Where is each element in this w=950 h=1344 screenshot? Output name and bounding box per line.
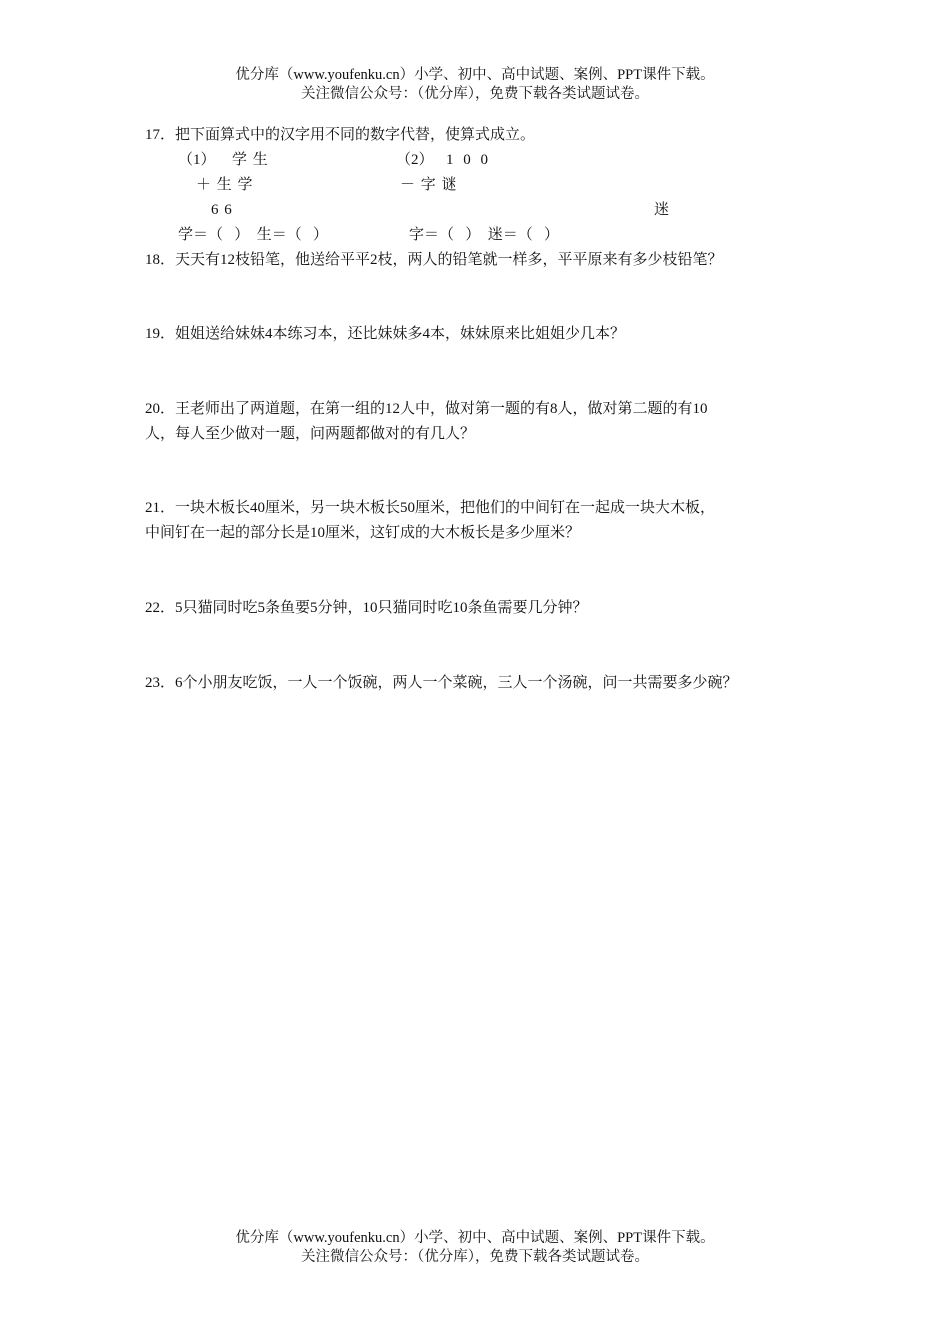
q17-part2-operation: － 字 谜 [400,177,458,193]
q17-part2-top: 1 0 0 [446,152,491,168]
footer-line-2: 关注微信公众号：（优分库），免费下载各类试题试卷。 [301,1249,649,1265]
question-21-line-1: 21．一块木板长40厘米，另一块木板长50厘米，把他们的中间钉在一起成一块大木板， [145,500,716,516]
question-19: 19．姐姐送给妹妹4本练习本，还比妹妹多4本，妹妹原来比姐姐少几本？ [145,326,626,342]
question-21-line-2: 中间钉在一起的部分长是10厘米，这钉成的大木板长是多少厘米？ [145,525,581,541]
question-22: 22．5只猫同时吃5条鱼要5分钟，10只猫同时吃10条鱼需要几分钟？ [145,600,588,616]
q17-answers-part2: 字＝（ ） 迷＝（ ） [409,227,560,243]
footer-line-1: 优分库（www.youfenku.cn）小学、初中、高中试题、案例、PPT课件下载。 [235,1230,715,1246]
question-17-title: 17．把下面算式中的汉字用不同的数字代替，使算式成立。 [145,127,536,143]
question-18: 18．天天有12枝铅笔，他送给平平2枝，两人的铅笔就一样多，平平原来有多少枝铅笔？ [145,252,723,268]
q17-part1-top: 学 生 [232,152,269,168]
question-20-line-1: 20．王老师出了两道题，在第一组的12人中，做对第一题的有8人，做对第二题的有10 [145,401,708,417]
q17-part2-result: 迷 [654,202,670,218]
question-23: 23．6个小朋友吃饭，一人一个饭碗，两人一个菜碗，三人一个汤碗，问一共需要多少碗？ [145,675,738,691]
q17-part1-operation: ＋ 生 学 [196,177,254,193]
q17-part1-result: 6 6 [211,202,233,218]
question-20-line-2: 人，每人至少做对一题，问两题都做对的有几人？ [145,426,476,442]
q17-answers-part1: 学＝（ ） 生＝（ ） [178,227,329,243]
header-line-1: 优分库（www.youfenku.cn）小学、初中、高中试题、案例、PPT课件下载。 [235,67,715,83]
q17-part2-label: （2） [396,152,434,168]
header-line-2: 关注微信公众号：（优分库），免费下载各类试题试卷。 [301,86,649,102]
q17-part1-label: （1） [178,152,216,168]
